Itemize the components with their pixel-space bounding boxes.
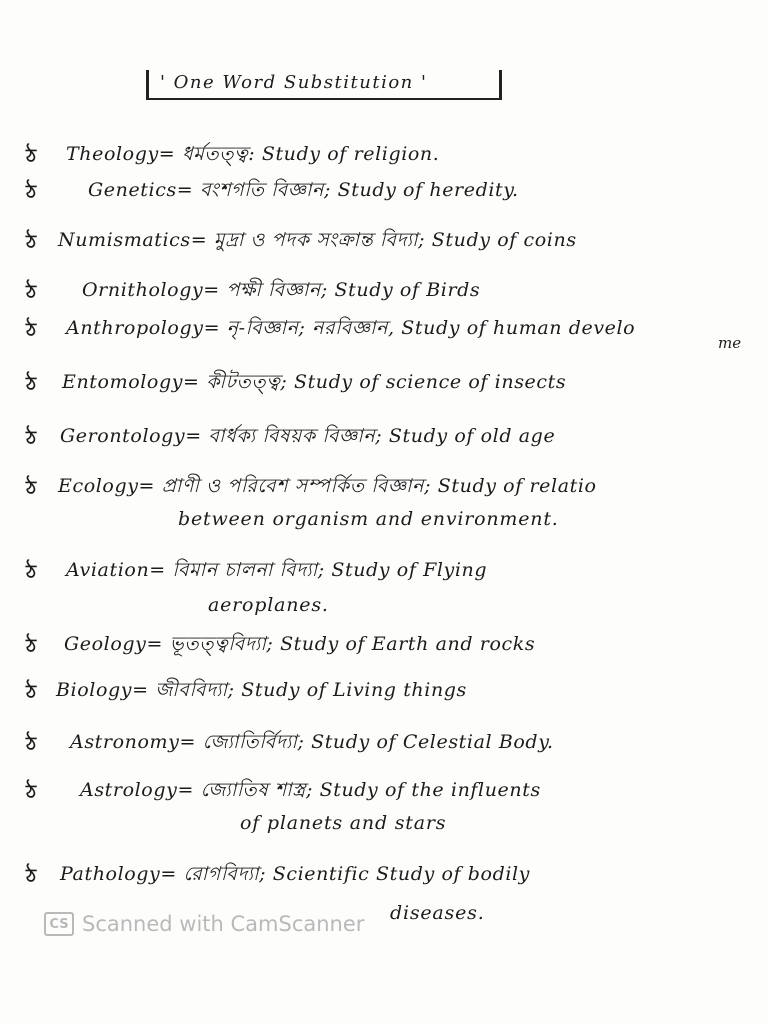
bullet-mark: ঠ [26, 733, 37, 755]
list-item [0, 176, 768, 210]
bullet-mark: ঠ [26, 373, 37, 395]
list-item [0, 728, 768, 762]
bullet-mark: ঠ [26, 281, 37, 303]
list-item [0, 276, 768, 310]
bullet-mark: ঠ [26, 781, 37, 803]
entry-text: Pathology= রোগবিদ্যা; Scientific Study of bodily [60, 863, 531, 885]
entry-text: Biology= জীববিদ্যা; Study of Living things [56, 679, 467, 701]
entry-continuation: diseases. [390, 902, 485, 924]
entry-continuation: me [718, 334, 742, 352]
bullet-mark: ঠ [26, 561, 37, 583]
bullet-mark: ঠ [26, 865, 37, 887]
entry-text: Ornithology= পক্ষী বিজ্ঞান; Study of Birds [82, 279, 481, 301]
bullet-mark: ঠ [26, 477, 37, 499]
list-item [0, 776, 768, 834]
entry-text: Entomology= কীটতত্ত্ব; Study of science of insects [62, 371, 567, 393]
watermark-text: Scanned with CamScanner [82, 912, 365, 936]
bullet-mark: ঠ [26, 231, 37, 253]
bullet-mark: ঠ [26, 145, 37, 167]
entry-continuation: aeroplanes. [208, 594, 329, 616]
list-item [0, 630, 768, 664]
entry-text: Ecology= প্রাণী ও পরিবেশ সম্পর্কিত বিজ্ঞান; Study of relatio [58, 475, 597, 497]
entry-text: Gerontology= বার্ধক্য বিষয়ক বিজ্ঞান; Study of old age [60, 425, 556, 447]
list-item [0, 472, 768, 530]
camscanner-watermark [44, 910, 364, 938]
page-title: ' One Word Substitution ' [160, 72, 428, 93]
entry-text: Numismatics= মুদ্রা ও পদক সংক্রান্ত বিদ্যা; Study of coins [58, 229, 577, 251]
entry-continuation: between organism and environment. [178, 508, 559, 530]
list-item [0, 556, 768, 616]
entry-text: Geology= ভূতত্ত্ববিদ্যা; Study of Earth and rocks [64, 633, 536, 655]
bullet-mark: ঠ [26, 319, 37, 341]
list-item [0, 422, 768, 456]
bullet-mark: ঠ [26, 181, 37, 203]
list-item [0, 368, 768, 402]
list-item [0, 314, 768, 352]
bullet-mark: ঠ [26, 635, 37, 657]
entry-text: Astrology= জ্যোতিষ শাস্ত্র; Study of the influents [80, 779, 541, 801]
entry-text: Theology= ধর্মতত্ত্ব: Study of religion. [66, 143, 440, 165]
entry-text: Genetics= বংশগতি বিজ্ঞান; Study of heredity. [88, 179, 519, 201]
bullet-mark: ঠ [26, 427, 37, 449]
entry-continuation: of planets and stars [240, 812, 447, 834]
entry-text: Astronomy= জ্যোতির্বিদ্যা; Study of Celestial Body. [70, 731, 554, 753]
list-item [0, 676, 768, 710]
list-item [0, 140, 768, 174]
bullet-mark: ঠ [26, 681, 37, 703]
list-item [0, 226, 768, 260]
camscanner-logo-icon: CS [44, 912, 74, 936]
entry-text: Aviation= বিমান চালনা বিদ্যা; Study of Flying [66, 559, 488, 581]
entry-text: Anthropology= নৃ-বিজ্ঞান; নরবিজ্ঞান, Study of human develo [66, 317, 636, 339]
